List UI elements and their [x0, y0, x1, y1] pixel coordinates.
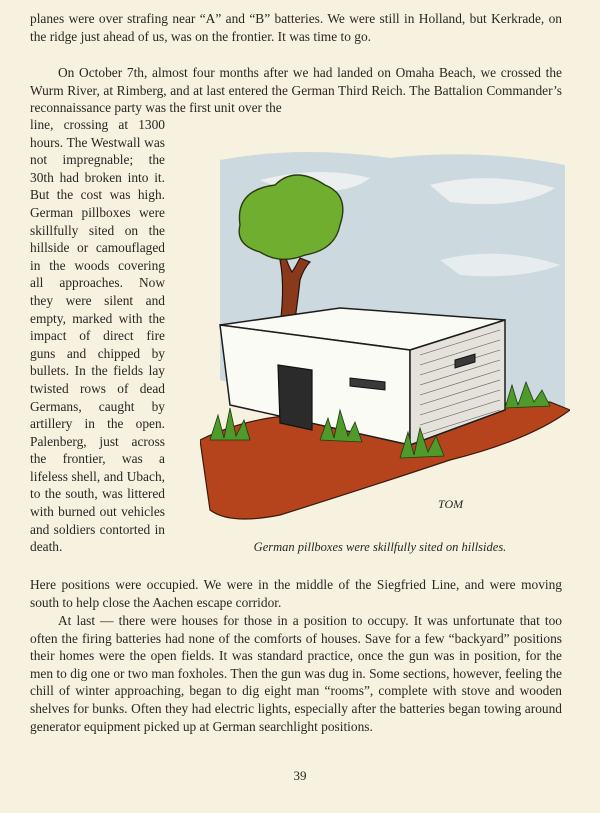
paragraph-1: planes were over strafing near “A” and “B” batteries. We were still in Holland, but Kerkrade, on the ridge just ahead of us, was on the frontier. It was time to go.	[30, 11, 562, 44]
paragraph-2-column: line, crossing at 1300 hours. The Westwall was not impregnable; the 30th had broken into it. But the cost was high. German pillboxes were skillfully sited on the hillside or camouflaged in the woods covering all approaches. Now they were silent and empty, marked with the impact of direct fire guns and chipped by bullets. In the fields lay twisted rows of dead Germans, caught by artillery in the open. Palenberg, just across the frontier, was a lifeless shell, and Ubach, to the south, was littered with burned out vehicles and soldiers contorted in death.	[30, 117, 165, 555]
pillbox-doorway	[278, 365, 312, 430]
grass-tuft	[210, 408, 250, 440]
paragraph-2-bottom: Here positions were occupied. We were in the middle of the Siegfried Line, and were moving south to help close the Aachen escape corridor.	[30, 577, 562, 610]
illustration-caption: German pillboxes were skillfully sited on hillsides.	[253, 540, 507, 554]
pillbox-illustration	[200, 140, 570, 530]
paragraph-3: At last — there were houses for those in a position to occupy. It was unfortunate that too often the firing batteries had none of the comforts of houses. Save for a few “backyard” positions their homes were the open fields. It was standard practice, once the gun was in position, for the men to dig one or two man foxholes. Then the gun was dug in. Some sections, however, feeling the chill of winter approaching, began to dig eight man “rooms”, complete with stove and wooden shelves for bunks. Often they had electric lights, especially after the batteries began towing around generator equipment picked up at German searchlight positions.	[30, 613, 562, 734]
page-number: 39	[293, 768, 307, 783]
paragraph-2-top: On October 7th, almost four months after we had landed on Omaha Beach, we crossed the Wurm River, at Rimberg, and at last entered the German Third Reich. The Battalion Commander’s reconnaissance party was the first unit over the	[30, 65, 562, 116]
artist-signature: TOM	[438, 497, 464, 511]
